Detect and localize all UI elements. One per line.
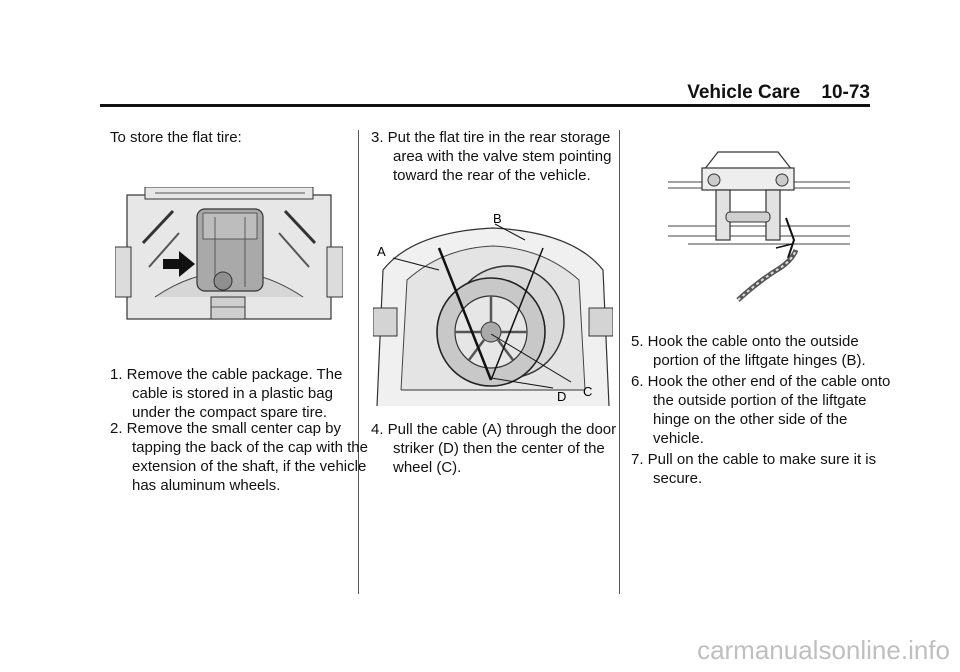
callout-a: A (377, 244, 386, 259)
column-divider-1 (358, 130, 359, 594)
step-2: 2. Remove the small center cap by tapping the back of the cap with the extension of the shaft, if the vehicle has aluminum wheels. (110, 420, 368, 494)
page-header (100, 78, 870, 106)
liftgate-hinge-illustration (668, 140, 850, 306)
column-divider-2 (619, 130, 620, 594)
watermark: carmanualsonline.info (697, 635, 950, 665)
page-number: 10-73 (821, 82, 870, 103)
step-7: 7. Pull on the cable to make sure it is secure. (631, 451, 877, 487)
callout-c: C (583, 384, 593, 399)
step-1: 1. Remove the cable package. The cable is stored in a plastic bag under the compact spare tire. (110, 366, 343, 421)
rear-cargo-tire-illustration (373, 210, 613, 406)
step-6: 6. Hook the other end of the cable onto the outside portion of the liftgate hinge on the other side of the vehicle. (631, 373, 891, 447)
step-4: 4. Pull the cable (A) through the door striker (D) then the center of the wheel (C). (371, 421, 617, 476)
spare-tire-cable-illustration (115, 187, 343, 330)
step-3: 3. Put the flat tire in the rear storage area with the valve stem pointing toward the rear of the vehicle. (371, 129, 612, 184)
intro-text: To store the flat tire: (110, 129, 242, 146)
step-5: 5. Hook the cable onto the outside portion of the liftgate hinges (B). (631, 333, 866, 369)
header-title (687, 82, 870, 104)
callout-d: D (557, 389, 567, 404)
section-title: Vehicle Care (687, 82, 801, 103)
header-rule (100, 104, 870, 107)
callout-b: B (493, 211, 502, 226)
